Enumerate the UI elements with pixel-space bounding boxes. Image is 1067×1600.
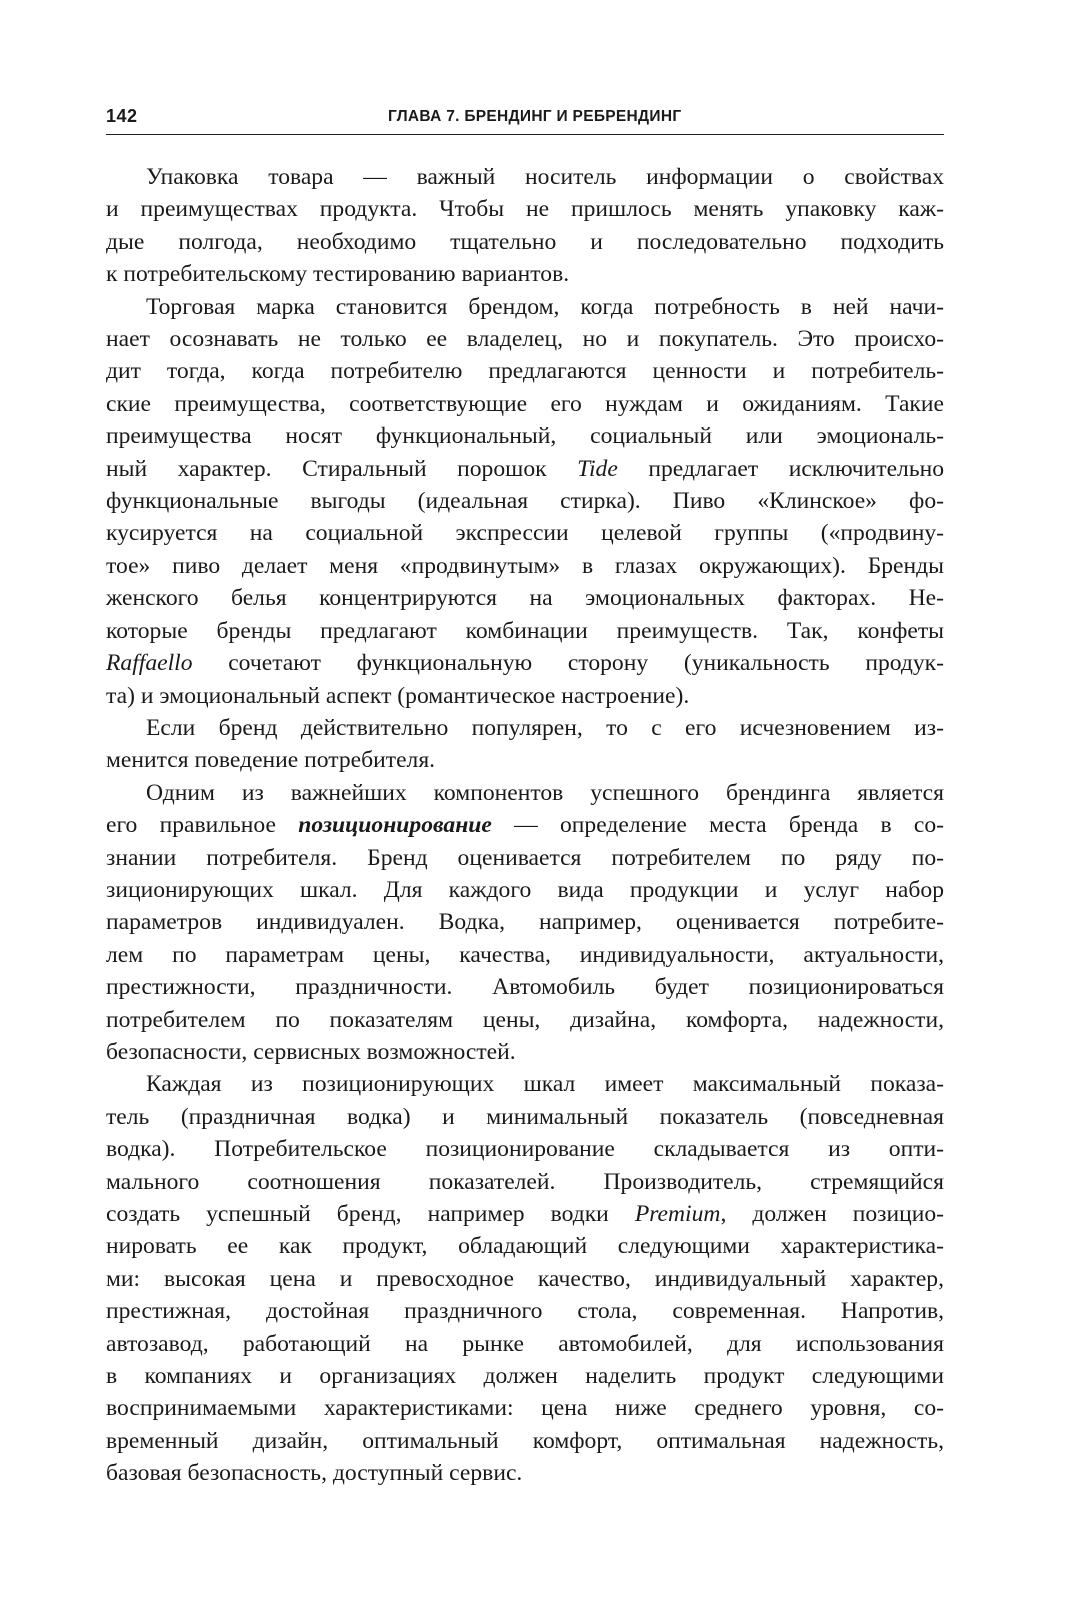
text-fragment: — определение места бренда в со- — [491, 812, 944, 839]
term-positioning: позиционирование — [298, 812, 492, 839]
text-line: тое» пиво делает меня «продвинутым» в глазах окружающих). Бренды — [106, 552, 944, 579]
text-fragment: ный характер. Стиральный порошок — [106, 455, 578, 482]
text-line: менится поведение потребителя. — [106, 747, 436, 774]
text-line: временный дизайн, оптимальный комфорт, оптимальная надежность, — [106, 1427, 944, 1454]
text-line: безопасности, сервисных возможностей. — [106, 1038, 516, 1065]
text-fragment: его правильное — [106, 812, 299, 839]
text-line: параметров индивидуален. Водка, например, оценивается потребите- — [106, 909, 944, 936]
book-page — [106, 100, 944, 1490]
text-line: потребителем по показателям цены, дизайна, комфорта, надежности, — [106, 1006, 944, 1033]
text-line: функциональные выгоды (идеальная стирка). Пиво «Клинское» фо- — [106, 488, 944, 515]
text-line: престижности, праздничности. Автомобиль будет позиционироваться — [106, 974, 944, 1001]
text-line — [106, 1198, 944, 1230]
paragraph-scales — [106, 1068, 944, 1489]
text-line: знании потребителя. Бренд оценивается потребителем по ряду по- — [106, 844, 944, 871]
text-line: ские преимущества, соответствующие его нуждам и ожиданиям. Такие — [106, 390, 944, 417]
text-line: Каждая из позиционирующих шкал имеет максимальный показа- — [146, 1071, 944, 1098]
text-line: базовая безопасность, доступный сервис. — [106, 1460, 523, 1487]
paragraph-packaging — [106, 161, 944, 291]
text-line: зиционирующих шкал. Для каждого вида продукции и услуг набор — [106, 876, 944, 903]
text-line: воспринимаемыми характеристиками: цена ниже среднего уровня, со- — [106, 1395, 944, 1422]
text-line: и преимуществах продукта. Чтобы не пришлось менять упаковку каж- — [106, 196, 944, 223]
brand-name-raffaello: Raffaello — [106, 650, 193, 677]
text-line — [106, 647, 944, 679]
paragraph-brand-definition — [106, 291, 944, 712]
text-line: тель (праздничная водка) и минимальный показатель (повседневная — [106, 1103, 944, 1130]
text-line: Если бренд действительно популярен, то с его исчезновением из- — [146, 714, 944, 741]
text-line: дит тогда, когда потребителю предлагаются ценности и потребитель- — [106, 358, 944, 385]
text-line: нировать ее как продукт, обладающий следующими характеристика- — [106, 1233, 944, 1260]
text-line: Одним из важнейших компонентов успешного брендинга является — [146, 779, 944, 806]
text-line: автозавод, работающий на рынке автомобилей, для использования — [106, 1330, 944, 1357]
text-line: Упаковка товара — важный носитель информации о свойствах — [146, 164, 944, 190]
text-line: та) и эмоциональный аспект (романтическое настроение). — [106, 682, 690, 709]
text-line: к потребительскому тестированию вариантов. — [106, 261, 570, 288]
text-fragment: сочетают функциональную сторону (уникальность продук- — [192, 650, 944, 677]
text-line: в компаниях и организациях должен наделить продукт следующими — [106, 1363, 944, 1390]
text-line: преимущества носят функциональный, социальный или эмоциональ- — [106, 423, 944, 450]
brand-name-tide: Tide — [577, 455, 618, 482]
paragraph-popularity — [106, 712, 944, 777]
running-header — [106, 100, 944, 135]
text-line — [106, 453, 944, 485]
text-fragment: , должен позицио- — [720, 1201, 945, 1227]
chapter-title: ГЛАВА 7. БРЕНДИНГ И РЕБРЕНДИНГ — [388, 108, 682, 125]
paragraph-positioning — [106, 777, 944, 1069]
brand-name-premium: Premium — [634, 1201, 721, 1227]
text-line: лем по параметрам цены, качества, индивидуальности, актуальности, — [106, 941, 944, 968]
text-line: водка). Потребительское позиционирование складывается из опти- — [106, 1136, 944, 1163]
text-line: женского белья концентрируются на эмоциональных факторах. Не- — [106, 585, 944, 612]
text-line: ми: высокая цена и превосходное качество, индивидуальный характер, — [106, 1265, 944, 1292]
text-line: Торговая марка становится брендом, когда потребность в ней начи- — [146, 293, 944, 320]
text-line: нает осознавать не только ее владелец, но и покупатель. Это происхо- — [106, 326, 944, 353]
body-text — [106, 161, 944, 1490]
text-line: мального соотношения показателей. Производитель, стремящийся — [106, 1168, 944, 1195]
text-fragment: создать успешный бренд, например водки — [106, 1201, 635, 1227]
text-fragment: предлагает исключительно — [617, 455, 945, 482]
page-number: 142 — [106, 106, 138, 126]
text-line: престижная, достойная праздничного стола, современная. Напротив, — [106, 1298, 944, 1325]
text-line — [106, 809, 944, 841]
text-line: кусируется на социальной экспрессии целевой группы («продвину- — [106, 520, 944, 547]
text-line: которые бренды предлагают комбинации преимуществ. Так, конфеты — [106, 617, 944, 644]
text-line: дые полгода, необходимо тщательно и последовательно подходить — [106, 228, 944, 255]
